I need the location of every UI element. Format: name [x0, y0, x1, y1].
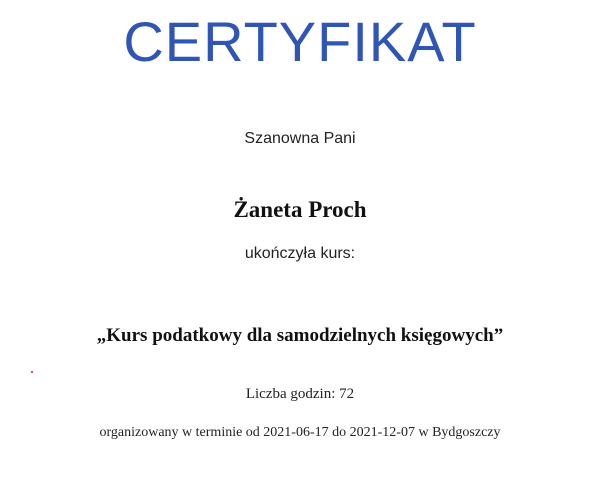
course-hours: Liczba godzin: 72	[245, 386, 355, 402]
salutation: Szanowna Pani	[244, 130, 356, 147]
certificate-title: CERTYFIKAT	[123, 10, 477, 73]
course-dates-location: organizowany w terminie od 2021-06-17 do 2021-12-07 w Bydgoszczy	[99, 425, 501, 440]
recipient-name: Żaneta Proch	[233, 197, 367, 222]
completed-course-label: ukończyła kurs:	[244, 245, 356, 262]
course-name: „Kurs podatkowy dla samodzielnych księgowych”	[96, 325, 504, 346]
scan-speck	[31, 371, 33, 373]
